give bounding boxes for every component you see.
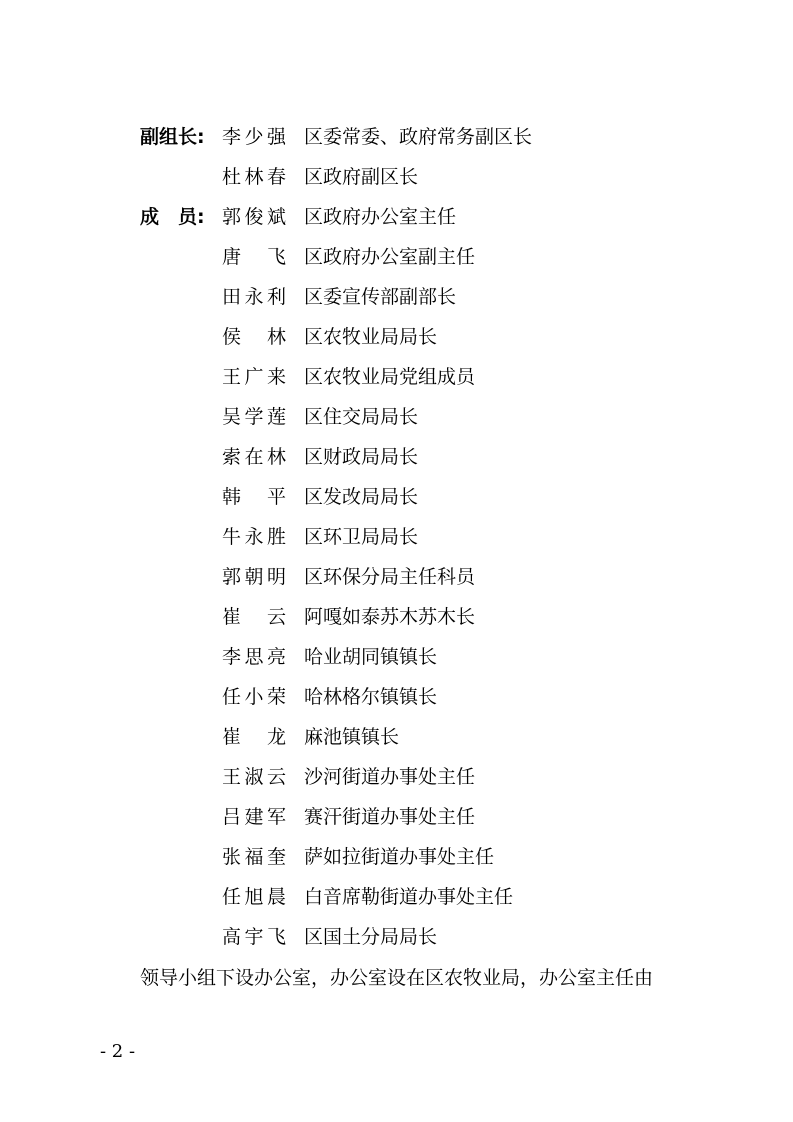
member-title: 阿嘎如泰苏木苏木长 — [304, 606, 476, 628]
page-number: - 2 - — [100, 1041, 136, 1062]
member-name: 崔 云 — [222, 606, 286, 628]
member-title: 区政府办公室副主任 — [304, 246, 476, 268]
member-name: 李少强 — [222, 126, 286, 148]
member-title: 区环保分局主任科员 — [304, 566, 476, 588]
member-title: 哈林格尔镇镇长 — [304, 686, 438, 708]
member-name: 侯 林 — [222, 326, 286, 348]
member-name: 李思亮 — [222, 646, 286, 668]
member-name: 高宇飞 — [222, 926, 286, 948]
member-title: 哈业胡同镇镇长 — [304, 646, 438, 668]
member-title: 区财政局局长 — [304, 446, 419, 468]
member-name: 牛永胜 — [222, 526, 286, 548]
member-name: 田永利 — [222, 286, 286, 308]
member-title: 区农牧业局党组成员 — [304, 366, 476, 388]
member-name: 唐 飞 — [222, 246, 286, 268]
member-title: 区政府办公室主任 — [304, 206, 457, 228]
member-title: 区委常委、政府常务副区长 — [304, 126, 533, 148]
member-name: 张福奎 — [222, 846, 286, 868]
member-title: 沙河街道办事处主任 — [304, 766, 476, 788]
member-title: 麻池镇镇长 — [304, 726, 400, 748]
member-name: 任旭晨 — [222, 886, 286, 908]
member-name: 崔 龙 — [222, 726, 286, 748]
member-name: 王淑云 — [222, 766, 286, 788]
member-title: 区农牧业局局长 — [304, 326, 438, 348]
member-title: 区政府副区长 — [304, 166, 419, 188]
member-role: 副组长: — [140, 126, 205, 148]
member-title: 区环卫局局长 — [304, 526, 419, 548]
member-name: 韩 平 — [222, 486, 286, 508]
member-title: 白音席勒街道办事处主任 — [304, 886, 514, 908]
member-title: 萨如拉街道办事处主任 — [304, 846, 495, 868]
member-name: 任小荣 — [222, 686, 286, 708]
member-name: 郭俊斌 — [222, 206, 286, 228]
body-paragraph: 领导小组下设办公室，办公室设在区农牧业局，办公室主任由 — [140, 967, 654, 989]
member-title: 区发改局局长 — [304, 486, 419, 508]
member-title: 区住交局局长 — [304, 406, 419, 428]
member-title: 区委宣传部副部长 — [304, 286, 457, 308]
member-name: 吴学莲 — [222, 406, 286, 428]
member-title: 赛汗街道办事处主任 — [304, 806, 476, 828]
member-name: 郭朝明 — [222, 566, 286, 588]
member-title: 区国土分局局长 — [304, 926, 438, 948]
member-name: 王广来 — [222, 366, 286, 388]
member-name: 索在林 — [222, 446, 286, 468]
member-name: 吕建军 — [222, 806, 286, 828]
member-role: 成 员: — [140, 206, 205, 228]
member-name: 杜林春 — [222, 166, 286, 188]
